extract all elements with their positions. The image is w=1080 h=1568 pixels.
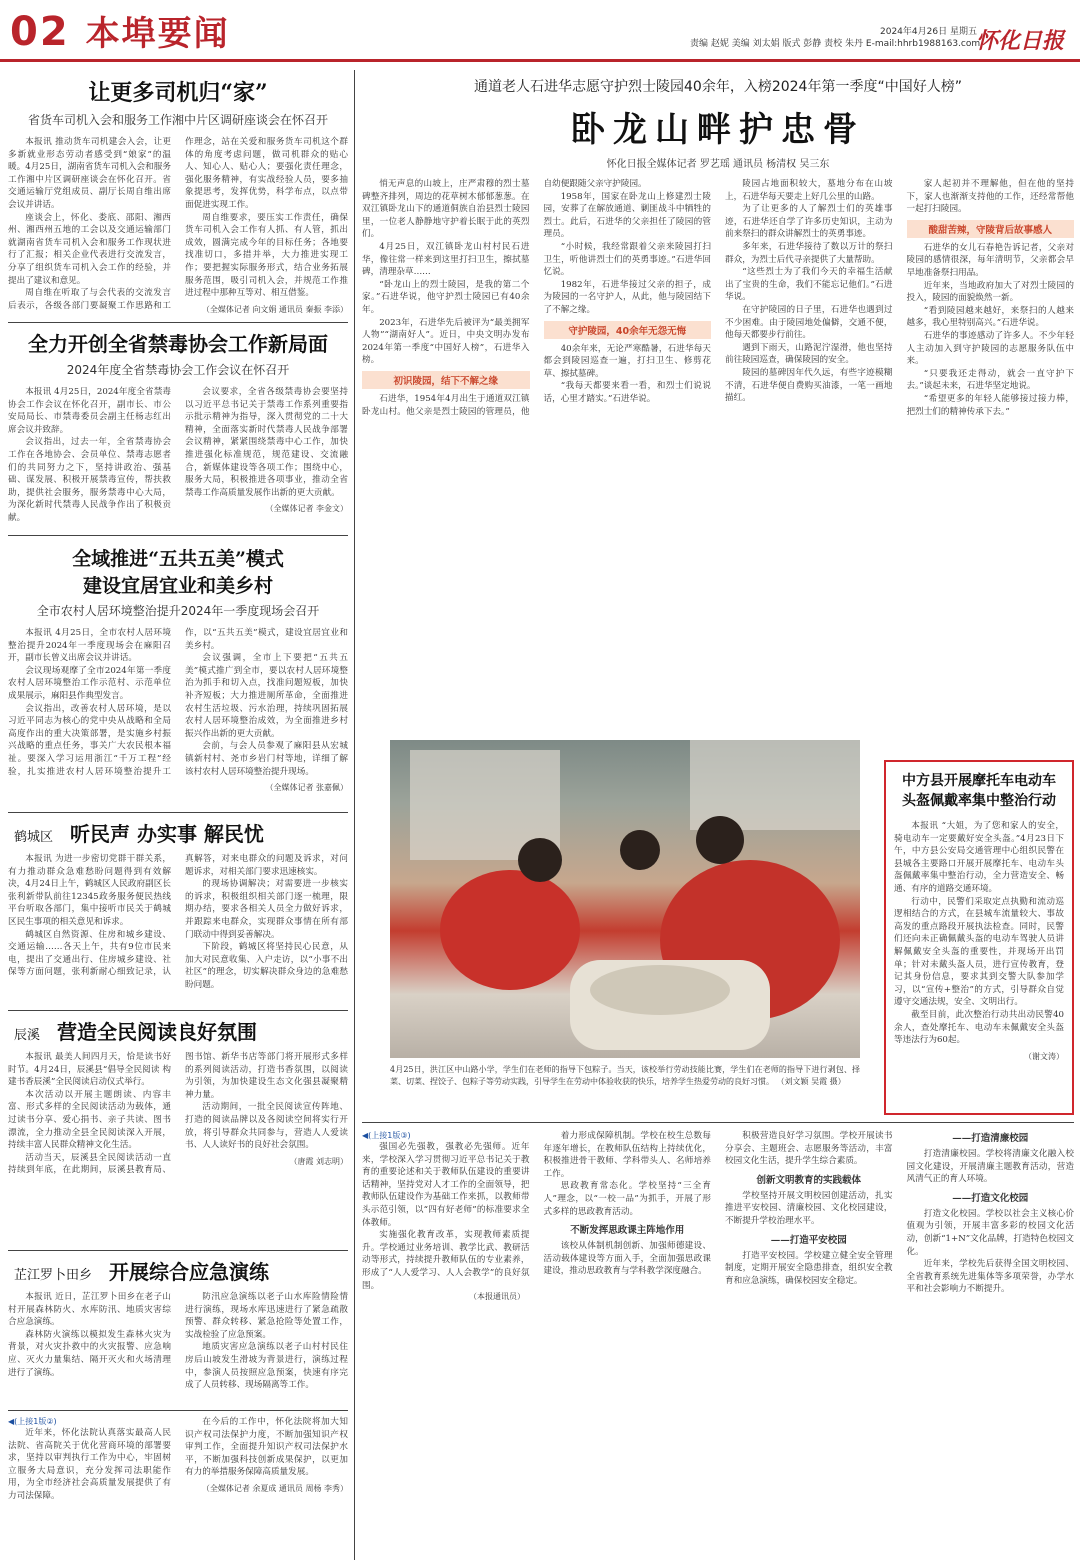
section-subhead: 守护陵园，40余年无怨无悔: [544, 321, 712, 339]
article-title: 听民声 办实事 解民忧: [69, 822, 264, 846]
paragraph: 实施强化教育改革，实现教师素质提升。学校通过业务培训、教学比武、教研活动等形式，持续提升教师队伍的专业素养，形成了“人人爱学习、人人会教学”的良好氛围。: [362, 1230, 530, 1291]
paragraph: 下阶段，鹤城区将坚持民心民意，从加大对民意收集、入户走访，以“小事不出社区”的理念，切实解决群众身边的急难愁盼问题。: [185, 942, 348, 990]
section-subhead: 创新文明教育的实践载体: [756, 1174, 861, 1186]
paragraph: “我每天都要来看一看，和烈士们说说话，心里才踏实。”石进华说。: [543, 381, 711, 404]
photo-illustration: [390, 740, 860, 1058]
feature-kicker: 通道老人石进华志愿守护烈士陵园40余年，入榜2024年第一季度“中国好人榜”: [474, 79, 962, 95]
article-body: [8, 1416, 348, 1562]
byline: （本报通讯员）: [469, 1292, 525, 1301]
paragraph: 活动期间，一批全民阅读宣传阵地、打造的阅读品牌以及各阅读空间将实行开放，将引导群众共同参与，营造人人爱读书、人人读好书的良好社会氛围。: [185, 1102, 348, 1151]
paragraph: 近年来，怀化法院认真落实最高人民法院、省高院关于优化营商环境的部署要求，坚持以审判执行工作为中心，牢固树立服务大局意识，充分发挥司法职能作用，为全市经济社会高质量发展提供了有力司法保障。: [8, 1428, 171, 1501]
paragraph: 打造平安校园。学校建立健全安全管理制度，定期开展安全隐患排查，组织安全教育和应急演练，确保校园安全稳定。: [725, 1250, 893, 1286]
section-subhead: 初识陵园，结下不解之缘: [362, 371, 530, 389]
divider: [362, 1122, 1074, 1123]
article-title-line2: 头盔佩戴率集中整治行动: [902, 793, 1056, 809]
paragraph: 家人起初并不理解他，但在他的坚持下，家人也渐渐支持他的工作，还经常帮他一起打扫陵园。: [906, 179, 1074, 215]
paragraph: 近年来，当地政府加大了对烈士陵园的投入，陵园的面貌焕然一新。: [906, 280, 1074, 304]
paragraph: 本报讯 “大姐，为了您和家人的安全，骑电动车一定要戴好安全头盔。”4月23日下午，中方县公安局交通管理中心组织民警在县城各主要路口开展开展摩托车、电动车头盔佩戴率集中整治行动，全力营造安全、畅通、有序的道路交通环境。: [894, 821, 1064, 894]
article-title: 全力开创全省禁毒协会工作新局面: [28, 332, 328, 356]
section-subhead: ——打造文化校园: [952, 1192, 1029, 1204]
paragraph: 1982年，石进华接过父亲的担子，成为陵园的一名守护人，从此，他与陵园结下了不解之缘。: [543, 279, 711, 315]
editors-line: 责编 赵妮 美编 刘太娟 版式 彭静 责校 朱丹 E-mail:hhrb1988163.com: [690, 39, 981, 49]
paragraph: 为了让更多的人了解烈士们的英雄事迹，石进华还自学了许多历史知识，主动为前来祭扫的群众讲解烈士的英勇事迹。: [725, 204, 893, 240]
article-body: [8, 1051, 348, 1241]
divider: [8, 1250, 348, 1251]
paragraph: 积极营造良好学习氛围。学校开展读书分享会、主题班会、志愿服务等活动，丰富校园文化生活，提升学生综合素质。: [725, 1131, 893, 1167]
article-chenxi-reading: [8, 1016, 348, 1246]
byline: （谢文涛）: [1024, 1051, 1064, 1061]
paragraph: 地质灾害应急演练以老子山村村民住房后山坡发生滑坡为背景进行，演练过程中，参演人员按照应急预案，快速有序完成了人员转移、现场隔离等工作。: [185, 1342, 348, 1391]
paragraph: 座谈会上，怀化、娄底、邵阳、湘西州、湘西州五地的工会以及交通运输部门就湖南省货车司机入会和服务工作现状进行了汇报；相关企业代表进行交流发言，分享了组织货车司机入会工作的经验，并提出了建议和意见。: [8, 212, 171, 286]
paragraph: 会议现场观摩了全市2024年第一季度农村人居环境整治工作示范村、示范单位成果展示，麻阳县作典型发言。: [8, 665, 171, 701]
article-title: 中方县开展摩托车电动车: [902, 773, 1056, 789]
paragraph: “只要我还走得动，就会一直守护下去。”谈起未来，石进华坚定地说。: [906, 368, 1074, 392]
paragraph: 周自维要求，要压实工作责任，确保货车司机入会工作有人抓、有人管，抓出成效，圆满完成今年的目标任务；各地要找准切口，多措并举，大力推进实现工作；要把握实际服务形式，结合业务拓展服务范围，吸引司机入会，并规范工作推进过程中那种互等对、相互借鉴。: [185, 212, 348, 299]
paragraph: 防汛应急演练以老子山水库险情险情进行演练，现场水库迅速进行了紧急疏散预警、群众转移、紧急抢险等处置工作，实战检验了应急预案。: [185, 1292, 348, 1340]
continued-tag: ◀(上接1版②): [8, 1417, 57, 1426]
article-anti-drug: [8, 328, 348, 533]
divider: [8, 812, 348, 813]
column-divider: [354, 70, 355, 1560]
divider: [8, 1010, 348, 1011]
paragraph: 4月25日，双江镇卧龙山村村民石进华，像往常一样来到这里打扫卫生，擦拭墓碑，清理杂草……: [362, 241, 530, 278]
page-number: 02 本埠要闻: [10, 9, 230, 55]
paragraph: “这些烈士为了我们今天的幸福生活献出了宝贵的生命，我们不能忘记他们。”石进华说。: [725, 267, 893, 303]
place-name: 鹤城区: [14, 830, 54, 845]
boxed-article-helmet: [884, 760, 1074, 1115]
article-continued-1: [8, 1416, 348, 1562]
paragraph: 本报讯 推动货车司机建会入会，让更多新就业形态劳动者感受到“娘家”的温暖。4月25日，湖南省货车司机入会和服务工作湘中片区调研座谈会在怀化召开。省交通运输厅党组成员、副厅长周自维出席会议并讲话。: [8, 137, 171, 210]
article-subtitle: 全市农村人居环境整治提升2024年一季度现场会召开: [36, 604, 320, 618]
newspaper-logo: 怀化日报: [976, 29, 1065, 54]
paragraph: “看到陵园越来越好，来祭扫的人越来越多，我心里特别高兴。”石进华说。: [906, 305, 1074, 329]
paragraph: 悄无声息的山坡上，庄严肃穆的烈士墓碑整齐排列，周边的花草树木郁郁葱葱。在双江镇卧龙山下的通道侗族自治县烈士陵园里，一位老人静静地守护着长眠于此的英烈们。: [362, 179, 530, 240]
paragraph: 会议强调，全市上下要把“五共五美”模式推广到全市，要以农村人居环境整治为抓手和切入点，找准问题短板，加快补齐短板；大力推进厕所革命，全面推进农村生活垃圾、污水治理，持续巩固拓展农村人居环境整治成效，为全面推进乡村振兴作出新的更大贡献。: [185, 653, 348, 739]
article-subtitle: 省货车司机入会和服务工作湘中片区调研座谈会在怀召开: [27, 113, 328, 127]
place-name: 辰溪: [14, 1028, 41, 1043]
byline: （全媒体记者 余夏成 通讯员 周杨 李秀）: [201, 1483, 348, 1493]
section-subhead: 不断发挥思政课主阵地作用: [570, 1225, 685, 1237]
divider: [8, 535, 348, 536]
paragraph: 遇到下雨天，山路泥泞湿滑，他也坚持前往陵园巡查，确保陵园的安全。: [725, 342, 893, 366]
article-title: 让更多司机归“家”: [88, 80, 268, 106]
divider: [8, 1410, 348, 1411]
article-title-line2: 建设宜居宜业和美乡村: [82, 575, 273, 597]
paragraph: 石进华，1954年4月出生于通道双江镇卧龙山村。他父亲是烈士陵园的管理员，他自幼便跟随父亲守护陵园。: [362, 179, 647, 417]
photo-caption: [390, 1064, 860, 1088]
article-title: 营造全民阅读良好氛围: [56, 1020, 257, 1044]
paragraph: 本报讯 4月25日，2024年度全省禁毒协会工作会议在怀化召开，副市长、市公安局局长、市禁毒委员会副主任杨志红出席会议并致辞。: [8, 387, 171, 435]
paragraph: “卧龙山上的烈士陵园，是我的第二个家。”石进华说，他守护烈士陵园已有40余年。: [362, 279, 530, 315]
paragraph: 鹤城区自然资源、住房和城乡建设、交通运输……各天上午，共有9位市民来电，提出了交通出行、住房城乡建设、社保等方面问题，张利新耐心细致记录，认真解答，对来电群众的问题及诉求，对问题诉求，对相关部门要求迅速核实。: [8, 854, 348, 978]
divider: [8, 322, 348, 323]
paragraph: 的现场协调解决；对需要进一步核实的诉求，积极组织相关部门逐一梳理，限期办结，要求各相关人员全力做好诉求，并跟踪来电群众，实现群众事情在所有部门联动中得到妥善解决。: [185, 879, 348, 940]
feature-body: [362, 178, 1074, 753]
paragraph: 活动当天，辰溪县全民阅读活动一直持续到年底，在此期间，辰溪县教育局、图书馆、新华书店等部门将开展形式多样的系列阅读活动，打造书香氛围，以阅读为引领，为加快建设生态文化强县凝聚精神力量。: [8, 1052, 348, 1176]
article-body: [8, 627, 348, 807]
issue-date: 2024年4月26日 星期五: [880, 27, 977, 37]
article-body: [8, 136, 348, 316]
photo-credit: （刘文颖 吴霞 摄）: [776, 1077, 846, 1086]
article-hecheng: [8, 818, 348, 1008]
article-subtitle: 2024年度全省禁毒协会工作会议在怀召开: [66, 363, 290, 377]
section-subhead: ——打造平安校园: [770, 1234, 847, 1246]
paragraph: 石进华的事迹感动了许多人。不少年轻人主动加入到守护陵园的志愿服务队伍中来。: [906, 330, 1074, 367]
byline: （唐霞 刘志明）: [289, 1156, 348, 1166]
paragraph: 本次活动以开展主题朗读、内容丰富、形式多样的全民阅读活动为载体，通过读书分享、爱心捐书、亲子共读、图书漂流，全力推动全县全民阅读深入开展，持续丰富人民群众精神文化生活。: [8, 1089, 171, 1151]
byline: （全媒体记者 张嘉佩）: [265, 783, 348, 793]
paragraph: 会议指出，改善农村人居环境，是以习近平同志为核心的党中央从战略和全局高度作出的重大决策部署，是实施乡村振兴战略的重点任务，事关广大农民根本福祉。要深入学习运用浙江“千万工程”经验，扎实推进农村人居环境整治提升工作，以“五共五美”模式，建设宜居宜业和美乡村。: [8, 628, 348, 777]
article-rural-environment: [8, 540, 348, 810]
paragraph: 打造文化校园。学校以社会主义核心价值观为引领，开展丰富多彩的校园文化活动，创新“1+N”文化品牌，打造特色校园文化。: [906, 1208, 1074, 1257]
paragraph: 1958年，国家在卧龙山上修建烈士陵园，安葬了在解放通道、剿匪战斗中牺牲的烈士。此后，石进华的父亲担任了陵园的管理员。: [543, 191, 711, 240]
paragraph: 本报讯 最美人间四月天，恰是读书好时节。4月24日，辰溪县“倡导全民阅读 构建书香辰溪”全民阅读启动仪式举行。: [8, 1052, 171, 1088]
paragraph: 在守护陵园的日子里，石进华也遇到过不少困难。由于陵园地处偏僻，交通不便，他每天都要步行前往。: [725, 304, 893, 341]
paragraph: 行动中，民警们采取定点执勤和流动巡逻相结合的方式，在县城车流量较大、事故高发的重点路段开展执法检查。同时，民警们还向未正确佩戴头盔的电动车驾驶人员讲解佩戴安全头盔的重要性，并现场开出罚单；针对未戴头盔人员，进行宣传教育，登记其身份信息，要求其到交警大队参加学习，以“宣传+整治”的方式，引导群众自觉遵守交通法规，安全、文明出行。: [894, 896, 1064, 1008]
paragraph: 本报讯 为进一步密切党群干群关系，有力推动群众急难愁盼问题得到有效解决，4月24日上午，鹤城区人民政府副区长张利新带队前往12345政务服务便民热线平台听取各部门，集中接听市民关于鹤城区民生事项的相关意见和诉求。: [8, 854, 171, 927]
paragraph: “小时候，我经常跟着父亲来陵园打扫卫生，听他讲烈士们的英勇事迹。”石进华回忆说。: [543, 241, 711, 278]
paragraph: 学校坚持开展文明校园创建活动，扎实推进平安校园、清廉校园、文化校园建设，不断提升学校治理水平。: [725, 1190, 893, 1226]
section-subhead: 酸甜苦辣，守陵背后故事感人: [907, 220, 1075, 238]
feature-title: 卧龙山畔护忠骨: [571, 110, 865, 150]
paragraph: 着力形成保障机制。学校在校生总数每年逐年增长，在教师队伍结构上持续优化，积极推进骨干教师、学科带头人、名师培养工作。: [543, 1131, 711, 1179]
paragraph: 本报讯 近日，芷江罗卜田乡在老子山村开展森林防火、水库防汛、地质灾害综合应急演练。: [8, 1292, 171, 1328]
caption-text: 4月25日，洪江区中山路小学，学生们在老师的指导下包粽子。当天，该校举行劳动技能比赛，学生们在老师的指导下进行剥包、择菜、切菜、捏饺子、包粽子等劳动实践，引导学生在劳动中体验收获的快乐，培养学生热爱劳动的良好习惯。: [390, 1065, 860, 1086]
paragraph: 会议要求，全省各级禁毒协会要坚持以习近平总书记关于禁毒工作系列重要指示批示精神为指导，深入贯彻党的二十大精神，全面落实新时代禁毒人民战争部署会议精神，紧紧围绕禁毒中心工作，加快推进强化标准规范，规范建设、交流融合，新媒体建设等各项工作；围绕中心，服务大局，积极推进各项事业，推动全省禁毒工作高质量发展作出新的更大贡献。: [185, 387, 348, 498]
feature-byline: 怀化日报全媒体记者 罗艺瑶 通讯员 杨清权 吴三东: [606, 159, 830, 170]
article-continued-2: [362, 1130, 1074, 1562]
article-title: 全域推进“五共五美”模式: [72, 548, 284, 570]
continued-tag: ◀(上接1版③): [362, 1131, 411, 1140]
article-body: [8, 853, 348, 1003]
article-body: [362, 1130, 1074, 1562]
paragraph: 陵园占地面积较大，墓地分布在山坡上，石进华每天要走上好几公里的山路。: [725, 179, 893, 202]
paragraph: 会议指出，过去一年，全省禁毒协会工作在各地协会、会员单位、禁毒志愿者们的共同努力之下，坚持讲政治、强基础、谋发展、积极开展禁毒宣传，帮扶救助，提供社会服务，服务禁毒中心大局，为深化新时代禁毒人民战争作出了积极贡献。: [8, 437, 171, 523]
paragraph: 陵园的墓碑因年代久远，有些字迹模糊不清，石进华便自费购买油漆，一笔一画地描红。: [725, 367, 893, 404]
byline: （全媒体记者 向文娟 通讯员 秦振 李添）: [201, 304, 348, 314]
paragraph: 森林防火演练以模拟发生森林火灾为背景，对火灾扑救中的火灾报警、应急响应、灭火力量集结、隔开灭火和火场清理进行了演练。: [8, 1329, 171, 1378]
paragraph: 石进华的女儿石春艳告诉记者，父亲对陵园的感情很深，每年清明节，父亲都会早早地准备祭扫用品。: [906, 242, 1074, 278]
place-name: 芷江罗卜田乡: [14, 1268, 93, 1283]
article-truck-drivers: [8, 70, 348, 320]
paragraph: 在今后的工作中，怀化法院将加大知识产权司法保护力度，不断加强知识产权审判工作，全面提升知识产权司法保护水平，不断加强科技创新成果保护，以更加有力的举措服务保障高质量发展。: [185, 1417, 348, 1478]
paragraph: 周自维在听取了与会代表的交流发言后表示，各级各部门要凝聚工作思路和工作理念，站在关爱和服务货车司机这个群体的角度考虑问题，做司机群众的贴心人、知心人、贴心人；要强化责任理念，强化服务精神，有实战经验人员，要多抽象提思考，发挥优势，科学布点，以点带面促进实现工作。: [8, 137, 348, 311]
paragraph: 会前，与会人员参观了麻阳县从宏城镇新村村、尧市乡岩门村等地，详细了解该村农村人居环境整治提升现场。: [185, 741, 348, 777]
news-photo: [390, 740, 860, 1058]
article-body: [8, 1291, 525, 1401]
masthead: [0, 0, 1080, 62]
paragraph: 近年来，学校先后获得全国文明校园、全省教育系统先进集体等多项荣誉，办学水平和社会影响力不断提升。: [906, 1259, 1074, 1295]
article-title: 开展综合应急演练: [108, 1260, 269, 1284]
section-subhead: ——打造清廉校园: [952, 1133, 1029, 1144]
paragraph: 强国必先强教，强教必先强师。近年来，学校深入学习贯彻习近平总书记关于教育的重要论述和关于教师队伍建设的重要讲话精神，坚持党对人才工作的全面领导，把教师队伍建设作为基础工作来抓，以教师带头示范引领，以“四有好老师”的标准要求全体教师。: [362, 1142, 530, 1228]
paragraph: 40余年来，无论严寒酷暑，石进华每天都会到陵园巡查一遍，打扫卫生、修剪花草、擦拭墓碑。: [543, 343, 711, 379]
paragraph: 思政教育常态化。学校坚持“三全育人”理念，以“一校一品”为抓手，开展了形式多样的思政教育活动。: [543, 1181, 711, 1217]
main-feature: [362, 70, 1074, 740]
paragraph: 多年来，石进华接待了数以万计的祭扫群众，为烈士后代寻亲提供了大量帮助。: [725, 241, 893, 265]
paragraph: 本报讯 4月25日，全市农村人居环境整治提升2024年一季度现场会在麻阳召开，副市长曾义出席会议并讲话。: [8, 628, 171, 664]
byline: （全媒体记者 李金文）: [265, 504, 348, 514]
paragraph: 2023年，石进华先后被评为“最美拥军人物”“湖南好人”。近日，中央文明办发布2024年第一季度“中国好人榜”，石进华入榜。: [362, 317, 530, 366]
paragraph: “希望更多的年轻人能够接过接力棒，把烈士们的精神传承下去。”: [906, 393, 1074, 417]
paragraph: 截至目前，此次整治行动共出动民警40余人，查处摩托车、电动车未佩戴安全头盔等违法行为60起。: [894, 1009, 1064, 1046]
paragraph: 该校从体制机制创新、加强师德建设、活动载体建设等方面入手，全面加强思政课建设，推动思政教育与学科教学深度融合。: [543, 1241, 711, 1277]
article-body: [8, 386, 348, 536]
paragraph: 打造清廉校园。学校将清廉文化融入校园文化建设，开展清廉主题教育活动，营造风清气正的育人环境。: [906, 1149, 1074, 1185]
news-photo-block: [390, 740, 860, 1110]
